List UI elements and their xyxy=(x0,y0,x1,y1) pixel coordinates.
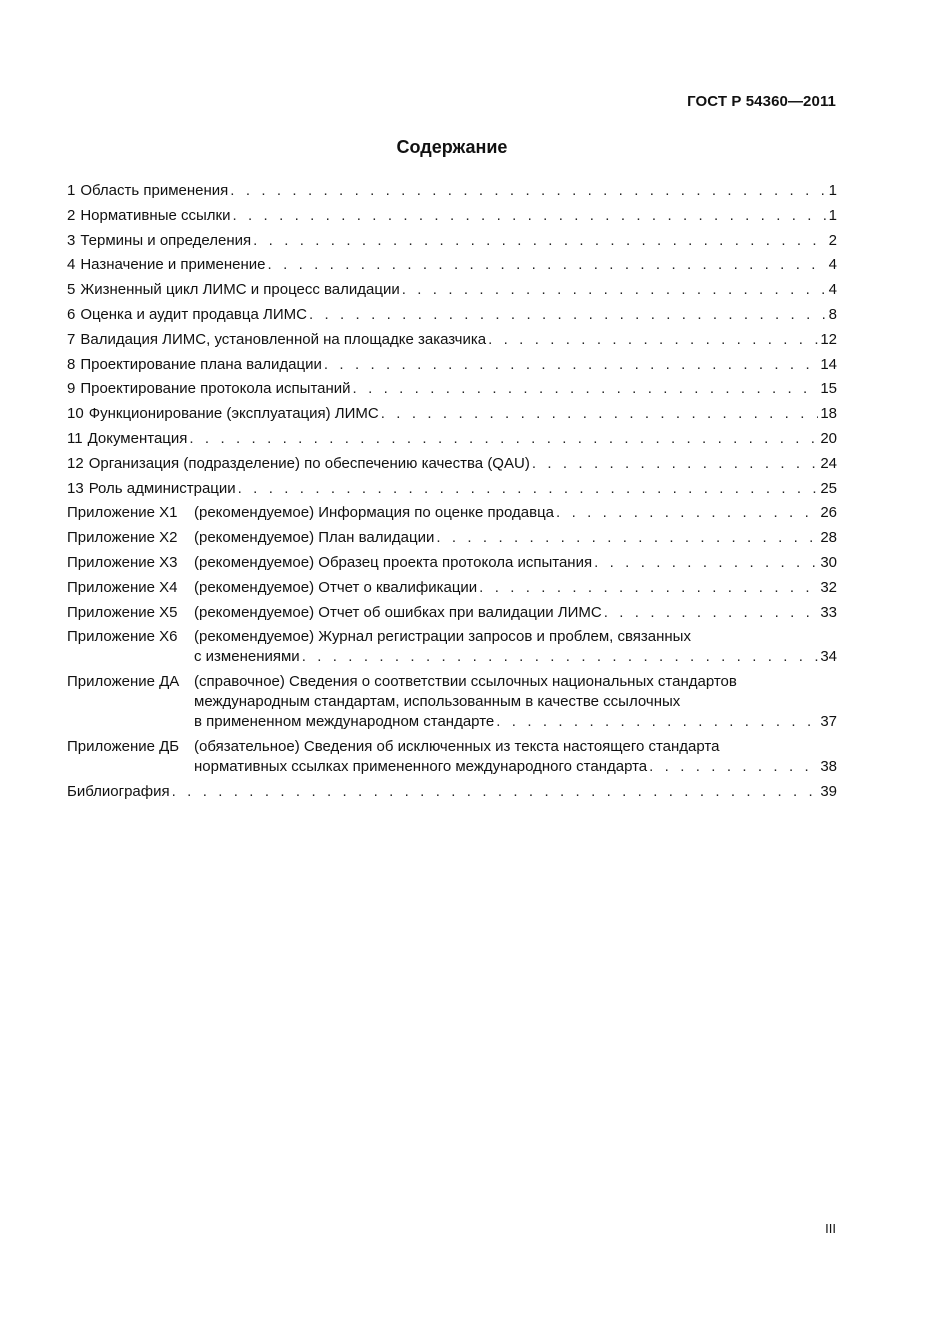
toc-entry-text: Библиография xyxy=(67,782,170,800)
toc-entry-page: 34 xyxy=(820,648,837,666)
toc-entry-text: Проектирование плана валидации xyxy=(80,355,322,373)
toc-entry-body xyxy=(194,528,837,548)
toc-entry xyxy=(67,280,837,300)
toc-leader-dots xyxy=(594,553,818,573)
toc-entry-text: нормативных ссылках примененного международного стандарта xyxy=(194,757,648,775)
toc-entry-text: (рекомендуемое) Отчет об ошибках при валидации ЛИМС xyxy=(194,603,602,621)
toc-entry-line xyxy=(67,553,837,573)
toc-entry-body xyxy=(88,429,837,449)
toc-entry-page: 38 xyxy=(820,757,837,775)
toc-entry-page: 14 xyxy=(820,355,837,373)
toc-leader-dots xyxy=(556,503,818,523)
toc-entry-number: 10 xyxy=(67,405,84,423)
toc-entry-page: 30 xyxy=(820,553,837,571)
toc-entry xyxy=(67,627,837,667)
toc-entry-page: 20 xyxy=(820,429,837,447)
toc-leader-dots xyxy=(238,479,819,499)
toc-entry xyxy=(67,231,837,251)
toc-entry xyxy=(67,603,837,623)
toc-entry-body xyxy=(194,693,680,710)
toc-entry xyxy=(67,672,837,732)
toc-leader-dots xyxy=(302,647,819,667)
toc-entry-text: Нормативные ссылки xyxy=(80,206,231,224)
toc-entry-page: 8 xyxy=(828,305,837,323)
toc-entry-body xyxy=(194,603,837,623)
toc-entry-line xyxy=(67,404,837,424)
toc-entry-number: 6 xyxy=(67,305,76,323)
toc-entry-body xyxy=(89,404,837,424)
toc-appendix-label: Приложение Х1 xyxy=(67,504,178,522)
toc-entry-body xyxy=(194,712,837,732)
toc-entry-body xyxy=(194,737,837,757)
toc-leader-dots xyxy=(532,454,819,474)
toc-entry-body xyxy=(80,206,837,226)
toc-entry-line xyxy=(67,429,837,449)
toc-entry-text: (рекомендуемое) Журнал регистрации запросов и проблем, связанных xyxy=(194,628,691,646)
toc-entry-text: (рекомендуемое) Образец проекта протокола испытания xyxy=(194,553,593,571)
toc-entry-continuation xyxy=(67,757,837,777)
toc-entry-continuation xyxy=(67,692,837,712)
toc-entry-text: Жизненный цикл ЛИМС и процесс валидации xyxy=(80,281,400,299)
toc-entry-number: 1 xyxy=(67,182,76,199)
toc-entry-body xyxy=(89,479,837,499)
toc-entry-line xyxy=(67,305,837,325)
toc-entry-text: Функционирование (эксплуатация) ЛИМС xyxy=(88,405,379,423)
toc-leader-dots xyxy=(268,255,827,275)
toc-leader-dots xyxy=(172,782,819,802)
toc-entry-body xyxy=(194,647,837,667)
toc-entry-number: 4 xyxy=(67,256,76,274)
toc-entry-text: Термины и определения xyxy=(80,231,252,249)
toc-entry-body xyxy=(80,379,837,399)
toc-leader-dots xyxy=(402,280,827,300)
toc-entry-text: (рекомендуемое) План валидации xyxy=(194,529,435,547)
toc-entry-page: 24 xyxy=(820,454,837,472)
toc-entry-line xyxy=(67,672,837,692)
table-of-contents xyxy=(67,181,837,807)
toc-entry-body xyxy=(194,578,837,598)
toc-leader-dots xyxy=(353,379,819,399)
toc-entry-page: 33 xyxy=(820,603,837,621)
toc-entry xyxy=(67,782,837,802)
toc-entry-number: 13 xyxy=(67,479,84,497)
toc-entry-line xyxy=(67,330,837,350)
toc-entry xyxy=(67,479,837,499)
toc-entry-page: 32 xyxy=(820,578,837,596)
toc-entry-body xyxy=(80,280,837,300)
toc-entry-body xyxy=(194,672,837,692)
toc-entry-page: 37 xyxy=(820,713,837,731)
toc-entry-line xyxy=(67,280,837,300)
toc-entry-page: 1 xyxy=(828,182,837,199)
toc-entry-text: (обязательное) Сведения об исключенных из текста настоящего стандарта xyxy=(194,737,720,755)
toc-entry-page: 12 xyxy=(820,330,837,348)
toc-leader-dots xyxy=(253,231,827,251)
toc-entry xyxy=(67,379,837,399)
toc-entry-line xyxy=(67,379,837,399)
toc-entry-line xyxy=(67,578,837,598)
toc-entry xyxy=(67,429,837,449)
toc-leader-dots xyxy=(496,712,818,732)
toc-entry-page: 4 xyxy=(828,281,837,299)
toc-entry-line xyxy=(67,737,837,757)
toc-leader-dots xyxy=(436,528,818,548)
toc-entry-page: 1 xyxy=(828,206,837,224)
toc-entry-line xyxy=(67,479,837,499)
toc-appendix-label: Приложение Х4 xyxy=(67,578,178,596)
toc-entry xyxy=(67,404,837,424)
toc-entry-text: Валидация ЛИМС, установленной на площадке заказчика xyxy=(80,330,487,348)
toc-leader-dots xyxy=(649,757,818,777)
toc-entry xyxy=(67,206,837,226)
toc-entry-body xyxy=(194,503,837,523)
toc-leader-dots xyxy=(324,355,818,375)
toc-entry-body xyxy=(80,355,837,375)
toc-entry-continuation xyxy=(67,647,837,667)
toc-entry xyxy=(67,737,837,777)
toc-entry-line xyxy=(67,627,837,647)
toc-entry-body xyxy=(194,627,837,647)
toc-entry-body xyxy=(194,553,837,573)
toc-leader-dots xyxy=(232,206,826,226)
toc-entry-text: Организация (подразделение) по обеспечению качества (QAU) xyxy=(88,454,530,472)
toc-entry-page: 28 xyxy=(820,529,837,547)
toc-entry-body xyxy=(67,782,837,802)
toc-entry-text: Роль администрации xyxy=(88,479,236,497)
toc-entry-number: 11 xyxy=(67,429,83,447)
toc-entry-continuation xyxy=(67,712,837,732)
page-number: III xyxy=(825,1221,836,1236)
toc-leader-dots xyxy=(604,603,819,623)
toc-entry-text: Документация xyxy=(87,429,188,447)
toc-appendix-label: Приложение Х2 xyxy=(67,529,178,547)
toc-entry xyxy=(67,454,837,474)
toc-leader-dots xyxy=(189,429,818,449)
toc-entry-number: 7 xyxy=(67,330,76,348)
toc-entry-number: 9 xyxy=(67,380,76,398)
toc-appendix-label: Приложение Х3 xyxy=(67,553,178,571)
toc-leader-dots xyxy=(309,305,827,325)
document-code: ГОСТ Р 54360—2011 xyxy=(687,93,836,110)
toc-entry-page: 2 xyxy=(828,231,837,249)
toc-entry-page: 15 xyxy=(820,380,837,398)
toc-entry-body xyxy=(80,181,837,201)
toc-entry-body xyxy=(80,305,837,325)
toc-entry-page: 39 xyxy=(820,782,837,800)
toc-entry-body xyxy=(80,231,837,251)
toc-entry-line xyxy=(67,503,837,523)
toc-entry-line xyxy=(67,782,837,802)
toc-entry-line xyxy=(67,603,837,623)
toc-entry xyxy=(67,255,837,275)
toc-entry-line xyxy=(67,181,837,201)
toc-entry-number: 12 xyxy=(67,454,84,472)
toc-entry-text: с изменениями xyxy=(194,648,300,666)
toc-entry-body xyxy=(194,757,837,777)
toc-entry-line xyxy=(67,206,837,226)
toc-entry-text: Проектирование протокола испытаний xyxy=(80,380,351,398)
toc-entry xyxy=(67,528,837,548)
toc-appendix-label: Приложение Х5 xyxy=(67,603,178,621)
toc-entry-number: 2 xyxy=(67,206,76,224)
toc-entry-text: международным стандартам, использованным в качестве ссылочных xyxy=(194,693,681,711)
toc-leader-dots xyxy=(230,181,826,201)
toc-entry xyxy=(67,330,837,350)
toc-entry-text: Оценка и аудит продавца ЛИМС xyxy=(80,305,307,323)
toc-entry-body xyxy=(89,454,837,474)
toc-leader-dots xyxy=(488,330,818,350)
toc-title: Содержание xyxy=(396,137,508,157)
toc-entry-number: 8 xyxy=(67,355,76,373)
toc-appendix-label: Приложение ДА xyxy=(67,673,180,691)
toc-entry-text: (рекомендуемое) Информация по оценке продавца xyxy=(194,504,555,522)
toc-entry xyxy=(67,355,837,375)
toc-entry-text: в примененном международном стандарте xyxy=(194,713,495,731)
toc-entry xyxy=(67,578,837,598)
toc-leader-dots xyxy=(381,404,819,424)
toc-appendix-label: Приложение Х6 xyxy=(67,628,178,646)
toc-entry-line xyxy=(67,528,837,548)
toc-entry-page: 26 xyxy=(820,504,837,522)
toc-appendix-label: Приложение ДБ xyxy=(67,737,180,755)
toc-entry-page: 25 xyxy=(820,479,837,497)
toc-entry-body xyxy=(80,255,837,275)
toc-leader-dots xyxy=(479,578,818,598)
toc-entry-text: Назначение и применение xyxy=(80,256,266,274)
toc-entry-text: (справочное) Сведения о соответствии ссылочных национальных стандартов xyxy=(194,673,737,691)
toc-entry-body xyxy=(80,330,837,350)
toc-entry-line xyxy=(67,454,837,474)
toc-entry-line xyxy=(67,231,837,251)
toc-entry-line xyxy=(67,355,837,375)
toc-entry-text: (рекомендуемое) Отчет о квалификации xyxy=(194,578,478,596)
toc-entry-line xyxy=(67,255,837,275)
toc-entry xyxy=(67,553,837,573)
toc-entry xyxy=(67,305,837,325)
toc-entry xyxy=(67,181,837,201)
toc-entry-page: 18 xyxy=(820,405,837,423)
toc-entry-number: 3 xyxy=(67,231,76,249)
toc-entry-page: 4 xyxy=(828,256,837,274)
toc-entry-number: 5 xyxy=(67,281,76,299)
toc-entry xyxy=(67,503,837,523)
toc-entry-text: Область применения xyxy=(80,182,229,199)
